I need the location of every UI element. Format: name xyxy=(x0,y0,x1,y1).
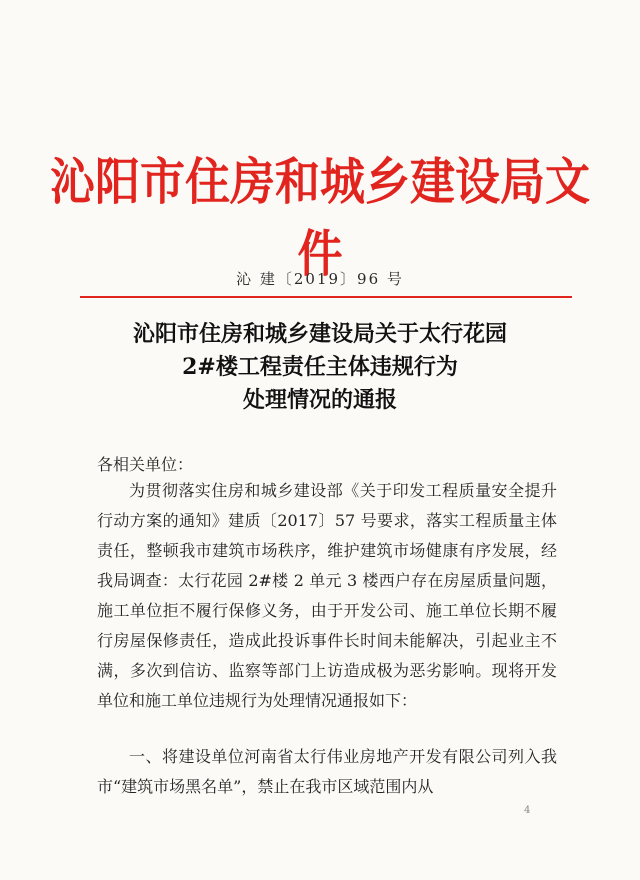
salutation: 各相关单位： xyxy=(97,455,194,474)
body-paragraph-2: 一、将建设单位河南省太行伟业房地产开发有限公司列入我市“建筑市场黑名单”，禁止在我市区域范围内从 xyxy=(97,747,557,796)
page-corner-mark: 4 xyxy=(524,805,531,816)
document-title-line-2: 2#楼工程责任主体违规行为 xyxy=(182,354,458,380)
document-title xyxy=(0,318,640,417)
document-title-line-1: 沁阳市住房和城乡建设局关于太行花园 xyxy=(132,321,507,347)
body-paragraph-1: 为贯彻落实住房和城乡建设部《关于印发工程质量安全提升行动方案的通知》建质〔2017〕57 号要求，落实工程质量主体责任，整顿我市建筑市场秩序，维护建筑市场健康有序发展，经我局调查：太行花园 2#楼 2 单元 3 楼西户存在房屋质量问题，施工单位拒不履行保修义务，由于开发公司、施工单位长期不履行房屋保修责任，造成此投诉事件长时间未能解决，引起业主不满，多次到信访、监察等部门上访造成极为恶劣影响。现将开发单位和施工单位违规行为处理情况通报如下： xyxy=(97,481,557,710)
issuing-authority-title: 沁阳市住房和城乡建设局文件 xyxy=(50,152,590,283)
document-title-line-3: 处理情况的通报 xyxy=(242,387,397,413)
document-number: 沁 建〔2019〕96 号 xyxy=(236,270,404,288)
red-divider-line xyxy=(80,296,572,298)
